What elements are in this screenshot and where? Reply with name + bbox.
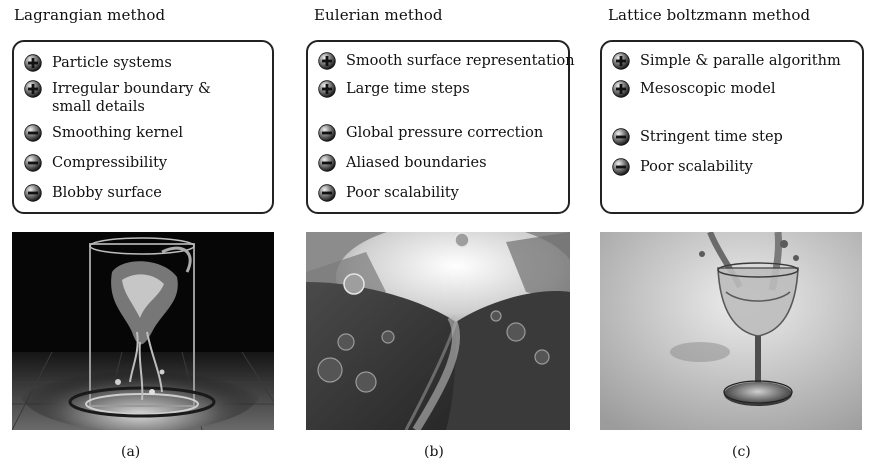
item-text: Blobby surface: [52, 185, 162, 201]
lattice-boltzmann-box: [600, 40, 864, 214]
plus-circle-icon: [612, 52, 630, 70]
item-text: Poor scalability: [640, 159, 753, 175]
minus-circle-icon: [24, 184, 42, 202]
caption-a: (a): [121, 444, 141, 460]
list-item: [24, 54, 172, 72]
item-text: Simple & paralle algorithm: [640, 53, 841, 69]
item-text: Aliased boundaries: [346, 155, 487, 171]
item-text: [52, 80, 211, 116]
item-text: Particle systems: [52, 55, 172, 71]
item-text-line2: small details: [52, 99, 145, 115]
title-eulerian: Eulerian method: [314, 6, 443, 24]
minus-circle-icon: [612, 158, 630, 176]
caption-c: (c): [732, 444, 751, 460]
item-text: Mesoscopic model: [640, 81, 776, 97]
eulerian-box: [306, 40, 575, 214]
item-text-line1: Irregular boundary &: [52, 81, 211, 97]
title-lagrangian: Lagrangian method: [14, 6, 166, 24]
list-item: [318, 124, 543, 142]
photo-lattice-boltzmann-wineglass: [600, 232, 862, 430]
minus-circle-icon: [318, 124, 336, 142]
plus-circle-icon: [318, 52, 336, 70]
item-text: Smoothing kernel: [52, 125, 184, 141]
item-text: Compressibility: [52, 155, 168, 171]
list-item: [612, 158, 753, 176]
list-item: [612, 52, 841, 70]
plus-circle-icon: [318, 80, 336, 98]
minus-circle-icon: [24, 124, 42, 142]
plus-circle-icon: [612, 80, 630, 98]
list-item: [24, 154, 167, 172]
list-item: [24, 184, 162, 202]
caption-b: (b): [424, 444, 444, 460]
list-item: [318, 154, 487, 172]
photo-lagrangian-glass-splash: [12, 232, 274, 430]
item-text: Smooth surface representation: [346, 53, 575, 69]
minus-circle-icon: [318, 184, 336, 202]
list-item: [318, 80, 470, 98]
minus-circle-icon: [318, 154, 336, 172]
item-text: Global pressure correction: [346, 125, 544, 141]
item-text: Large time steps: [346, 81, 470, 97]
list-item: [318, 184, 459, 202]
minus-circle-icon: [612, 128, 630, 146]
photo-eulerian-droplets-leaf: [306, 232, 570, 430]
list-item: [24, 80, 211, 116]
list-item: [612, 128, 783, 146]
item-text: Stringent time step: [640, 129, 783, 145]
plus-circle-icon: [24, 80, 42, 98]
plus-circle-icon: [24, 54, 42, 72]
minus-circle-icon: [24, 154, 42, 172]
list-item: [318, 52, 575, 70]
lagrangian-box: [12, 40, 274, 214]
title-lattice-boltzmann: Lattice boltzmann method: [608, 6, 811, 24]
list-item: [24, 124, 183, 142]
list-item: [612, 80, 776, 98]
item-text: Poor scalability: [346, 185, 459, 201]
